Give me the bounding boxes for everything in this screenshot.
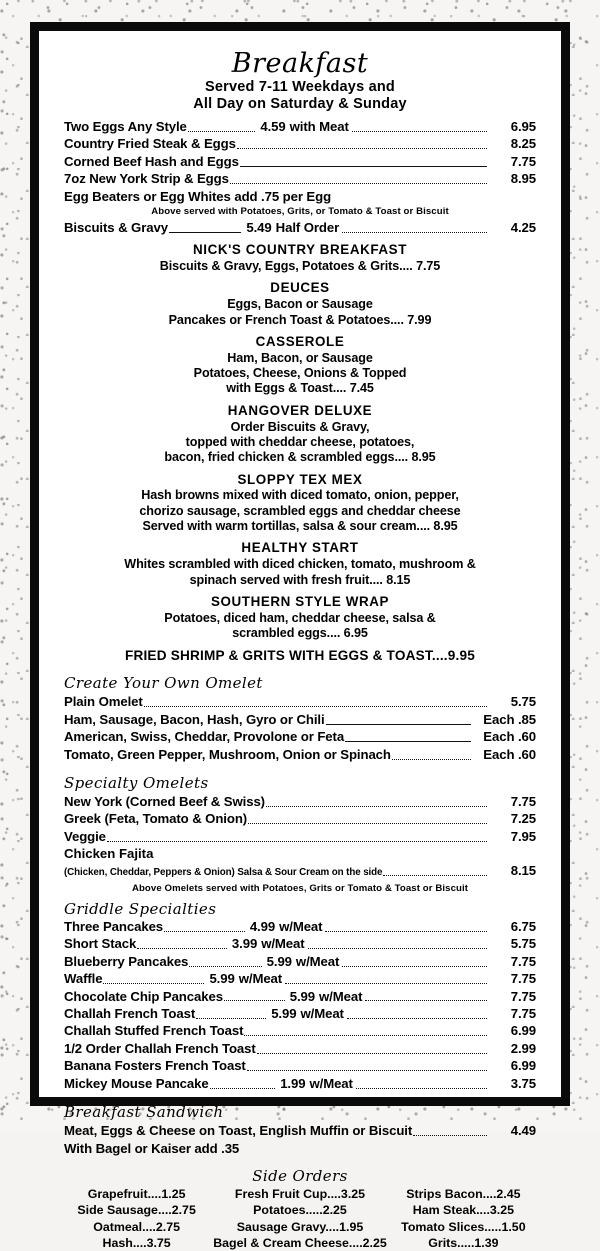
menu-subtitle-line-1: Served 7-11 Weekdays and: [205, 79, 395, 96]
item-name: Country Fried Steak & Eggs: [64, 136, 236, 152]
item-mid-label: w/Meat: [300, 1005, 344, 1021]
leader-dots-2: [308, 947, 487, 949]
shrimp-and-grits-line: FRIED SHRIMP & GRITS WITH EGGS & TOAST....9.95: [124, 648, 476, 664]
leader-dots: [169, 231, 241, 233]
item-name: Chocolate Chip Pancakes: [64, 988, 223, 1004]
leader-dots: [137, 947, 227, 949]
section-heading-sandwich: Breakfast Sandwich: [64, 1103, 224, 1122]
special-desc-line: Order Biscuits & Gravy,: [230, 419, 370, 434]
item-price: Each .85: [483, 711, 536, 727]
special-desc-line: topped with cheddar cheese, potatoes,: [185, 434, 415, 449]
item-mid-label: w/Meat: [295, 953, 340, 969]
side-order-item: Grapefruit....1.25: [87, 1186, 186, 1201]
item-name: American, Swiss, Cheddar, Provolone or Feta: [64, 729, 345, 745]
menu-frame: [30, 22, 570, 1251]
special-block: [64, 403, 536, 466]
special-block: [64, 280, 536, 327]
item-name: Meat, Eggs & Cheese on Toast, English Muffin or Biscuit: [64, 1123, 413, 1139]
leader-dots: [103, 982, 204, 984]
page-title: Breakfast: [231, 48, 369, 79]
item-price: 7.75: [510, 971, 536, 987]
item-name: Short Stack: [64, 936, 137, 952]
special-heading: HEALTHY START: [241, 540, 359, 556]
item-mid-price: 4.59: [260, 118, 286, 134]
menu-item-row: [64, 728, 536, 745]
item-price: 3.75: [510, 1075, 536, 1091]
side-orders-section: [64, 1167, 536, 1251]
menu-item-row: [64, 153, 536, 170]
egg-served-with-note: Above served with Potatoes, Grits, or Tomato & Toast or Biscuit: [151, 205, 449, 217]
special-block: [64, 594, 536, 641]
special-block: [64, 334, 536, 397]
menu-item-row: [64, 793, 536, 810]
leader-dots: [240, 165, 487, 167]
item-name: Blueberry Pancakes: [64, 953, 189, 969]
section-heading-griddle: Griddle Specialties: [64, 899, 217, 918]
leader-dots: [248, 822, 487, 824]
side-order-item: Fresh Fruit Cup....3.25: [234, 1186, 366, 1201]
menu-item-row: [64, 170, 536, 187]
leader-dots: [189, 965, 261, 967]
special-desc-line: Hash browns mixed with diced tomato, onion, pepper,: [141, 488, 459, 503]
leader-dots: [230, 182, 487, 184]
item-price: 4.25: [510, 219, 536, 235]
item-price: 7.75: [510, 153, 536, 169]
special-desc-line: Potatoes, diced ham, cheddar cheese, salsa &: [164, 610, 436, 625]
leader-dots: [107, 840, 487, 842]
chicken-fajita-name: Chicken Fajita: [64, 846, 154, 862]
item-name: Plain Omelet: [64, 694, 143, 710]
special-heading: CASSEROLE: [255, 333, 345, 349]
item-mid-label: w/Meat: [319, 988, 363, 1004]
leader-dots: [237, 147, 487, 149]
leader-dots: [345, 740, 471, 742]
leader-dots: [210, 1087, 276, 1089]
special-desc-line: Potatoes, Cheese, Onions & Topped: [193, 366, 407, 381]
leader-dots: [392, 758, 471, 760]
item-name: 1/2 Order Challah French Toast: [64, 1040, 256, 1056]
leader-dots: [326, 723, 471, 725]
menu-item-row: [64, 810, 536, 827]
special-block: [64, 242, 536, 274]
item-mid-label: Half Order: [275, 219, 340, 235]
item-price: 6.99: [510, 1058, 536, 1074]
leader-dots-2: [285, 982, 487, 984]
leader-dots: [413, 1134, 487, 1136]
chicken-fajita-price: 8.15: [510, 863, 536, 879]
item-price: Each .60: [483, 746, 536, 762]
menu-item-row: [64, 953, 536, 970]
egg-items-section: [64, 118, 536, 237]
menu-item-row: [64, 828, 536, 845]
item-mid-label: with Meat: [289, 118, 349, 134]
item-mid-price: 5.49: [246, 219, 272, 235]
section-heading-create-omelet: Create Your Own Omelet: [64, 674, 263, 693]
menu-item-row: [64, 918, 536, 935]
side-orders-grid: [64, 1186, 536, 1251]
breakfast-sandwich-section: [64, 1103, 536, 1157]
side-order-item: Grits.....1.39: [428, 1236, 499, 1251]
item-price: 7.75: [510, 1005, 536, 1021]
leader-dots: [247, 1069, 487, 1071]
special-heading: NICK'S COUNTRY BREAKFAST: [193, 242, 407, 258]
item-name: Biscuits & Gravy: [64, 219, 168, 235]
egg-substitution-note: Egg Beaters or Egg Whites add .75 per Egg: [64, 188, 332, 204]
item-mid-price: 5.99: [271, 1005, 297, 1021]
leader-dots: [383, 874, 487, 876]
item-name: Veggie: [64, 828, 106, 844]
item-price: 4.49: [510, 1123, 536, 1139]
item-name: New York (Corned Beef & Swiss): [64, 794, 265, 810]
leader-dots-2: [365, 999, 487, 1001]
leader-dots: [224, 999, 285, 1001]
item-name: Challah Stuffed French Toast: [64, 1023, 244, 1039]
leader-dots-2: [352, 130, 487, 132]
menu-item-row: [64, 746, 536, 763]
item-price: 8.95: [510, 171, 536, 187]
menu-content: [48, 40, 552, 1251]
item-mid-price: 4.99: [249, 918, 276, 934]
menu-item-row: [64, 970, 536, 987]
item-mid-price: 5.99: [266, 953, 292, 969]
item-price: 5.75: [510, 936, 536, 952]
item-price: 7.75: [510, 953, 536, 969]
item-name: Ham, Sausage, Bacon, Hash, Gyro or Chili: [64, 711, 325, 727]
leader-dots-2: [342, 965, 487, 967]
item-price: 6.75: [510, 918, 536, 934]
item-name: Waffle: [64, 971, 103, 987]
side-order-item: Tomato Slices.....1.50: [401, 1219, 526, 1234]
menu-item-row: [64, 1057, 536, 1074]
chicken-fajita-row: [64, 862, 536, 879]
special-desc-line: Ham, Bacon, or Sausage: [227, 350, 373, 365]
side-order-item: Oatmeal....2.75: [93, 1219, 180, 1234]
menu-item-row: [64, 988, 536, 1005]
side-order-item: Potatoes.....2.25: [253, 1203, 347, 1218]
menu-subtitle-line-2: All Day on Saturday & Sunday: [193, 95, 407, 112]
item-price: 7.95: [510, 828, 536, 844]
specials-section: [64, 242, 536, 663]
menu-item-row: [64, 693, 536, 710]
side-order-item: Hash....3.75: [102, 1236, 171, 1251]
leader-dots: [244, 1034, 487, 1036]
menu-item-row: [64, 1040, 536, 1057]
leader-dots: [196, 1017, 266, 1019]
menu-item-row: [64, 1122, 536, 1139]
item-price: 5.75: [510, 694, 536, 710]
item-price: 7.75: [510, 794, 536, 810]
special-desc-line: with Eggs & Toast.... 7.45: [226, 381, 374, 396]
special-desc-line: bacon, fried chicken & scrambled eggs.... 8.95: [164, 450, 436, 465]
menu-item-row: [64, 135, 536, 152]
side-order-item: Sausage Gravy....1.95: [236, 1219, 364, 1234]
special-block: [64, 540, 536, 587]
item-mid-label: w/Meat: [261, 936, 305, 952]
item-name: Two Eggs Any Style: [64, 118, 187, 134]
leader-dots-2: [347, 1017, 487, 1019]
leader-dots: [144, 705, 487, 707]
item-name: Mickey Mouse Pancake: [64, 1075, 209, 1091]
special-desc-line: spinach served with fresh fruit.... 8.15: [189, 572, 411, 587]
special-heading: HANGOVER DELUXE: [227, 402, 373, 418]
item-name: Three Pancakes: [64, 918, 164, 934]
leader-dots-2: [342, 231, 487, 233]
omelets-served-with-note: Above Omelets served with Potatoes, Grits or Tomato & Toast or Biscuit: [131, 882, 469, 894]
item-name: Tomato, Green Pepper, Mushroom, Onion or Spinach: [64, 746, 391, 762]
item-mid-label: w/Meat: [238, 971, 283, 987]
special-desc-line: Eggs, Bacon or Sausage: [227, 297, 373, 312]
item-price: Each .60: [483, 729, 536, 745]
item-mid-price: 5.99: [209, 971, 235, 987]
menu-item-row: [64, 935, 536, 952]
item-price: 6.95: [510, 118, 536, 134]
sandwich-bagel-note: With Bagel or Kaiser add .35: [64, 1140, 240, 1156]
leader-dots: [188, 130, 256, 132]
special-block: [64, 472, 536, 535]
item-price: 2.99: [510, 1040, 536, 1056]
side-order-item: Strips Bacon....2.45: [406, 1186, 521, 1201]
menu-item-row: [64, 1005, 536, 1022]
special-desc-line: Whites scrambled with diced chicken, tomato, mushroom &: [124, 557, 476, 572]
leader-dots: [257, 1052, 487, 1054]
create-your-own-omelet-section: [64, 674, 536, 763]
special-desc-line: Pancakes or French Toast & Potatoes.... 7.99: [168, 312, 432, 327]
menu-item-row: [64, 711, 536, 728]
special-desc-line: Biscuits & Gravy, Eggs, Potatoes & Grits.... 7.75: [159, 259, 441, 274]
menu-item-row: [64, 118, 536, 135]
item-mid-label: w/Meat: [279, 918, 323, 934]
special-heading: SLOPPY TEX MEX: [237, 471, 363, 487]
special-desc-line: Served with warm tortillas, salsa & sour cream.... 8.95: [142, 519, 458, 534]
item-price: 7.25: [510, 811, 536, 827]
special-desc-line: scrambled eggs.... 6.95: [232, 625, 368, 640]
section-heading-side-orders: Side Orders: [252, 1166, 348, 1185]
item-mid-label: w/Meat: [309, 1075, 353, 1091]
item-name: Challah French Toast: [64, 1005, 196, 1021]
menu-item-row: [64, 1075, 536, 1092]
side-order-item: Side Sausage....2.75: [77, 1203, 196, 1218]
menu-item-row: [64, 1022, 536, 1039]
side-order-item: Bagel & Cream Cheese....2.25: [213, 1236, 387, 1251]
specialty-omelets-section: [64, 774, 536, 894]
item-name: 7oz New York Strip & Eggs: [64, 171, 229, 187]
item-name: Banana Fosters French Toast: [64, 1058, 246, 1074]
special-desc-line: chorizo sausage, scrambled eggs and cheddar cheese: [139, 503, 461, 518]
item-price: 6.99: [510, 1023, 536, 1039]
item-name: Greek (Feta, Tomato & Onion): [64, 811, 248, 827]
menu-item-row: [64, 219, 536, 236]
leader-dots-2: [356, 1087, 487, 1089]
special-heading: SOUTHERN STYLE WRAP: [210, 593, 390, 609]
leader-dots: [164, 930, 245, 932]
item-price: 8.25: [510, 136, 536, 152]
item-mid-price: 5.99: [289, 988, 316, 1004]
leader-dots-2: [325, 930, 487, 932]
leader-dots: [266, 805, 487, 807]
item-mid-price: 1.99: [280, 1075, 306, 1091]
chicken-fajita-desc: (Chicken, Cheddar, Peppers & Onion) Salsa & Sour Cream on the side: [64, 866, 383, 878]
item-price: 7.75: [510, 988, 536, 1004]
side-order-item: Ham Steak....3.25: [412, 1203, 514, 1218]
section-heading-specialty-omelets: Specialty Omelets: [64, 774, 209, 793]
griddle-specialties-section: [64, 900, 536, 1092]
special-heading: DEUCES: [270, 280, 330, 296]
item-mid-price: 3.99: [231, 936, 258, 952]
item-name: Corned Beef Hash and Eggs: [64, 153, 239, 169]
